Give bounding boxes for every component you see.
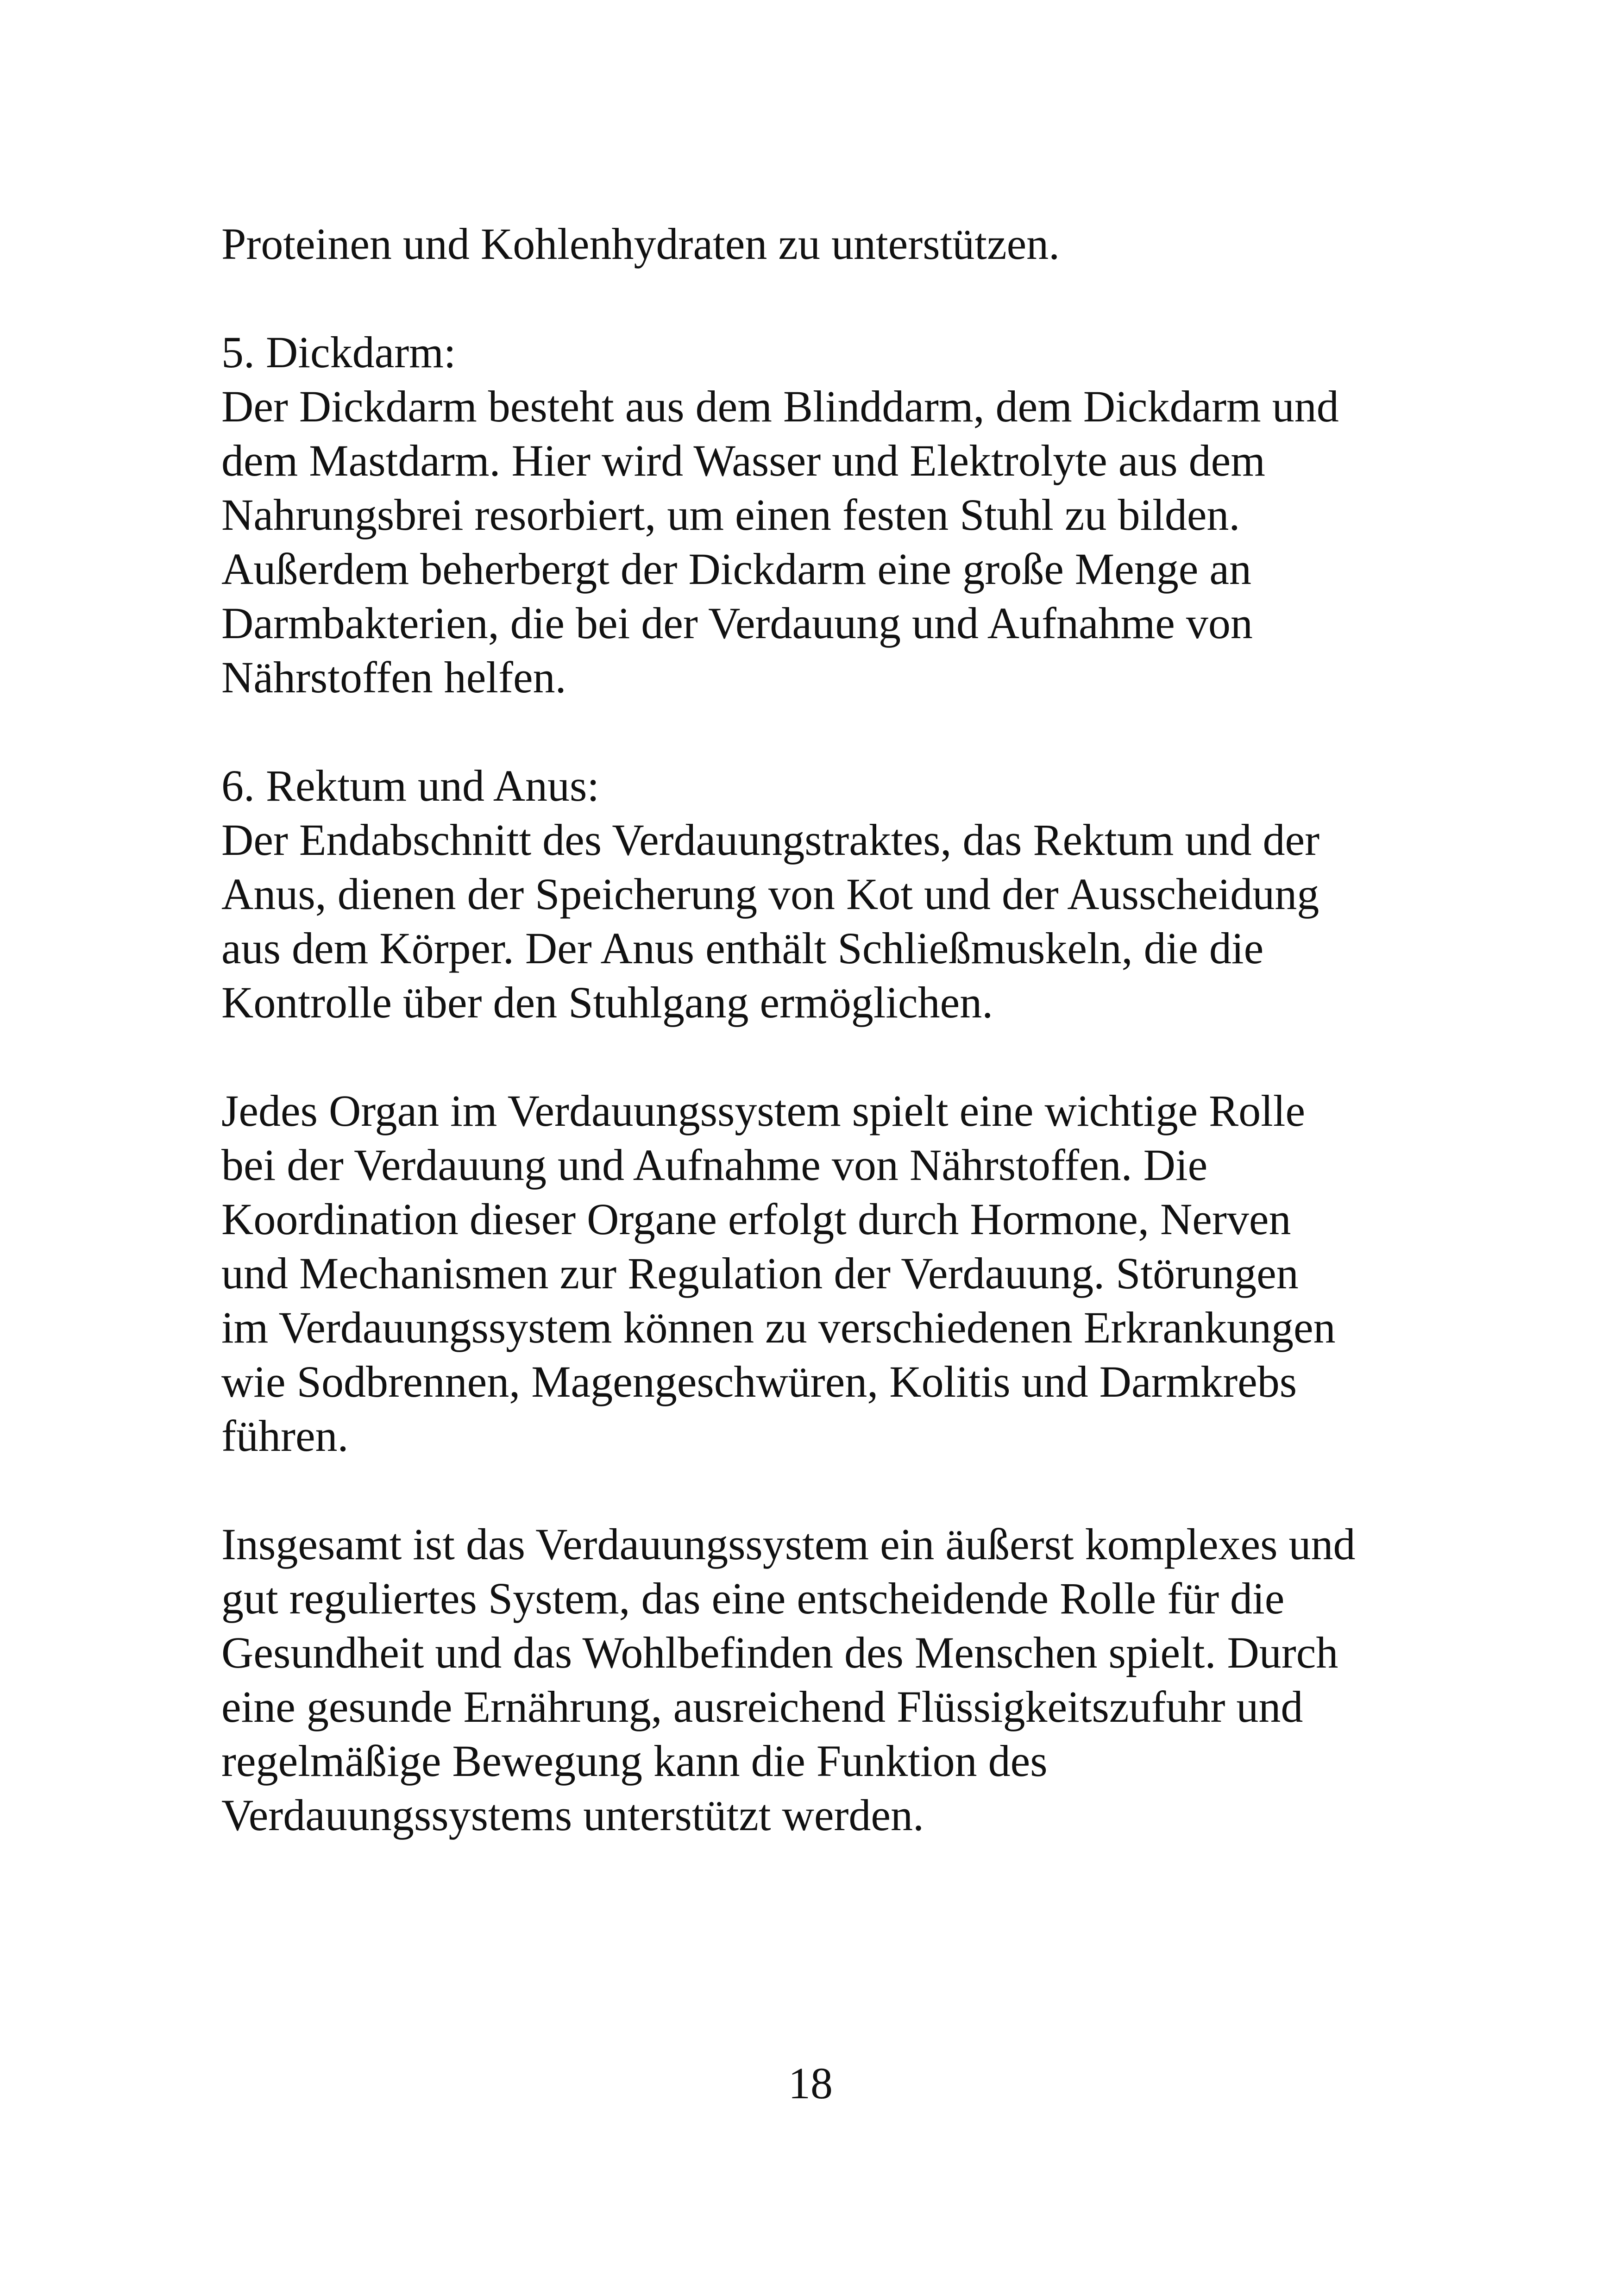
text-line: Kontrolle über den Stuhlgang ermöglichen. — [221, 978, 993, 1027]
paragraph-gap — [221, 1463, 1472, 1517]
section-heading-dickdarm — [221, 325, 1472, 379]
text-line: Nährstoffen helfen. — [221, 652, 566, 702]
paragraph-organ-roles — [221, 1084, 1472, 1463]
section-heading-rektum — [221, 759, 1472, 813]
text-line: gut reguliertes System, das eine entscheidende Rolle für die — [221, 1574, 1285, 1623]
text-line: Der Endabschnitt des Verdauungstraktes, das Rektum und der — [221, 815, 1320, 865]
text-line: eine gesunde Ernährung, ausreichend Flüssigkeitszufuhr und — [221, 1682, 1303, 1731]
text-line: aus dem Körper. Der Anus enthält Schließmuskeln, die die — [221, 923, 1264, 973]
text-line: und Mechanismen zur Regulation der Verdauung. Störungen — [221, 1248, 1299, 1298]
text-line: Insgesamt ist das Verdauungssystem ein äußerst komplexes und — [221, 1519, 1356, 1569]
text-line: dem Mastdarm. Hier wird Wasser und Elektrolyte aus dem — [221, 436, 1265, 485]
text-line: bei der Verdauung und Aufnahme von Nährstoffen. Die — [221, 1140, 1208, 1190]
body-text — [221, 217, 1472, 1842]
text-line: Proteinen und Kohlenhydraten zu unterstützen. — [221, 219, 1060, 269]
text-line: Verdauungssystems unterstützt werden. — [221, 1790, 924, 1840]
text-line: Gesundheit und das Wohlbefinden des Menschen spielt. Durch — [221, 1628, 1338, 1677]
paragraph-gap — [221, 271, 1472, 325]
text-line: regelmäßige Bewegung kann die Funktion des — [221, 1736, 1048, 1786]
paragraph-rektum — [221, 813, 1472, 1029]
text-line: führen. — [221, 1411, 349, 1461]
text-line: Jedes Organ im Verdauungssystem spielt eine wichtige Rolle — [221, 1086, 1306, 1135]
text-line: wie Sodbrennen, Magengeschwüren, Kolitis und Darmkrebs — [221, 1357, 1297, 1406]
paragraph-dickdarm — [221, 379, 1472, 704]
text-line: Der Dickdarm besteht aus dem Blinddarm, dem Dickdarm und — [221, 382, 1339, 431]
text-line: Außerdem beherbergt der Dickdarm eine große Menge an — [221, 544, 1251, 594]
text-line: im Verdauungssystem können zu verschiedenen Erkrankungen — [221, 1303, 1336, 1352]
page-number: 18 — [788, 2058, 833, 2108]
text-line: 5. Dickdarm: — [221, 327, 456, 377]
text-line: Darmbakterien, die bei der Verdauung und Aufnahme von — [221, 598, 1253, 648]
paragraph-gap — [221, 1029, 1472, 1084]
paragraph-conclusion — [221, 1517, 1472, 1842]
text-line: Nahrungsbrei resorbiert, um einen festen Stuhl zu bilden. — [221, 490, 1240, 539]
text-line: Anus, dienen der Speicherung von Kot und der Ausscheidung — [221, 869, 1319, 919]
paragraph-gap — [221, 704, 1472, 759]
text-line: 6. Rektum und Anus: — [221, 761, 600, 810]
paragraph-intro-continuation — [221, 217, 1472, 271]
text-line: Koordination dieser Organe erfolgt durch Hormone, Nerven — [221, 1194, 1291, 1244]
